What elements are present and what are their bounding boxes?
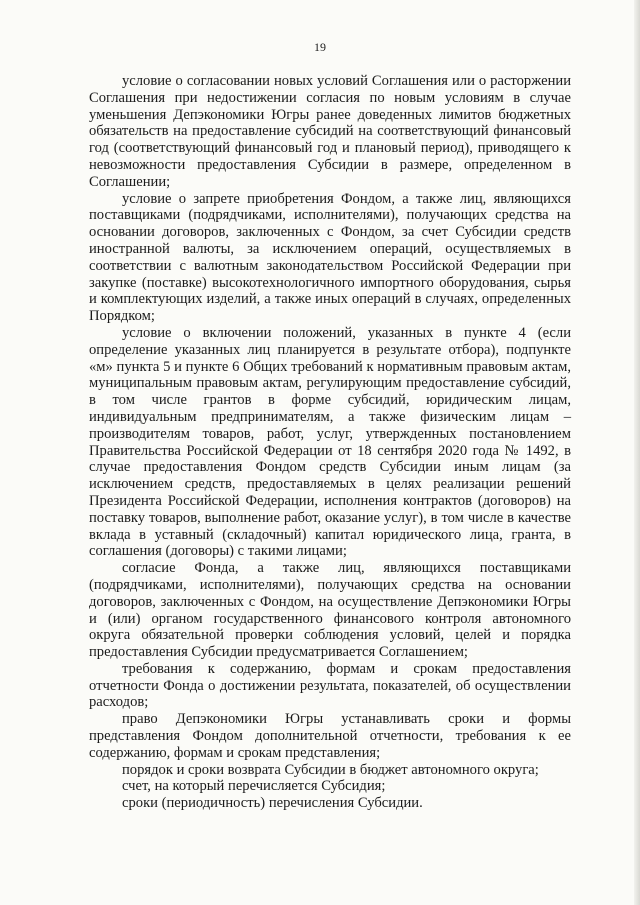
paragraph-transfer-periodicity: сроки (периодичность) перечисления Субсидии. (122, 795, 423, 812)
paragraph-agreement-termination-condition: условие о согласовании новых условий Соглашения или о расторжении Соглашения при недостижении согласия по новым условиям в случае уменьшения Депэкономики Югры ранее доведенных лимитов бюджетных обязательств на предоставление субсидий на соответствующий финансовый год (соответствующий финансовый год и плановый период), приводящего к невозможности предоставления Субсидии в размере, определенном в Соглашении; (89, 73, 571, 190)
document-body (89, 73, 571, 812)
paragraph-transfer-account: счет, на который перечисляется Субсидия; (122, 778, 386, 795)
paragraph-reporting-requirements: требования к содержанию, формам и срокам предоставления отчетности Фонда о достижении результата, показателей, об осуществлении расходов; (89, 660, 571, 711)
paragraph-subsidy-return-procedure: порядок и сроки возврата Субсидии в бюджет автономного округа; (122, 761, 539, 778)
page-number: 19 (314, 40, 326, 54)
paragraph-foreign-currency-prohibition: условие о запрете приобретения Фондом, а также лиц, являющихся поставщиками (подрядчиками, исполнителями), получающих средства на основании договоров, заключенных с Фондом, за счет Субсидии средств иностранной валюты, за исключением операций, осуществляемых в соответствии с валютным законодательством Российской Федерации при закупке (поставке) высокотехнологичного импортного оборудования, сырья и комплектующих изделий, а также иных операций в случаях, определенных Порядком; (89, 190, 571, 325)
paragraph-general-requirements-inclusion: условие о включении положений, указанных в пункте 4 (если определение указанных лиц планируется в результате отбора), подпункте «м» пункта 5 и пункте 6 Общих требований к нормативным правовым актам, муниципальным правовым актам, регулирующим предоставление субсидий, в том числе грантов в форме субсидий, юридическим лицам, индивидуальным предпринимателям, а также физическим лицам – производителям товаров, работ, услуг, утвержденных постановлением Правительства Российской Федерации от 18 сентября 2020 года № 1492, в случае предоставления Фондом средств Субсидии иным лицам (за исключением средств, предоставляемых в целях реализации решений Президента Российской Федерации, исполнения контрактов (договоров) на поставку товаров, выполнение работ, оказание услуг), в том числе в качестве вклада в уставный (складочный) капитал юридического лица, гранта, в соглашения (договоры) с такими лицами; (89, 324, 571, 560)
scan-edge-shadow (634, 0, 640, 905)
paragraph-additional-reporting-right: право Депэкономики Югры устанавливать сроки и формы представления Фондом дополнительной отчетности, требования к ее содержанию, формам и срокам представления; (89, 711, 571, 761)
paragraph-audit-consent: согласие Фонда, а также лиц, являющихся поставщиками (подрядчиками, исполнителями), получающих средства на основании договоров, заключенных с Фондом, на осуществление Депэкономики Югры и (или) органом государственного финансового контроля автономного округа обязательной проверки соблюдения условий, целей и порядка предоставления Субсидии предусматривается Соглашением; (89, 560, 571, 661)
